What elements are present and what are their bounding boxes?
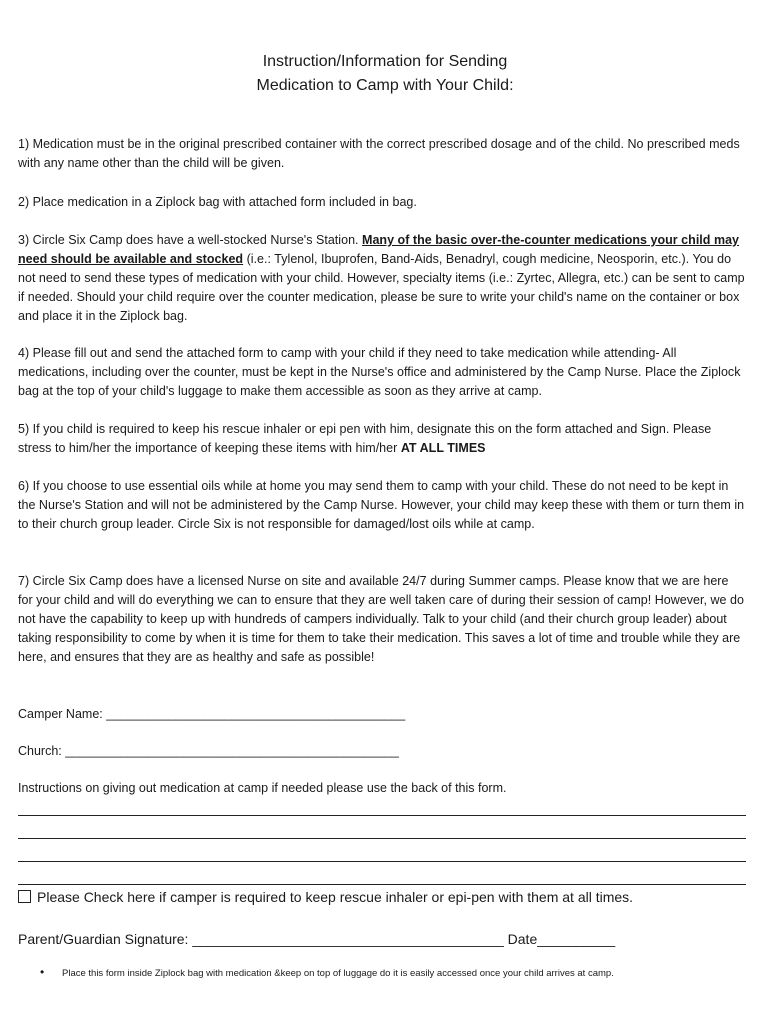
inhaler-checkbox[interactable] xyxy=(18,890,31,903)
instruction-item-1: 1) Medication must be in the original prescribed container with the correct prescribed dosage and of the child. No prescribed meds with any name other than the child will be given. xyxy=(18,137,740,170)
instruction-item-6: 6) If you choose to use essential oils while at home you may send them to camp with your child. These do not need to be kept in the Nurse's Station and will not be administered by the Camp Nurse. However, your child may keep these with them or turn them in to their church group leader. Circle Six is not responsible for damaged/lost oils while at camp. xyxy=(18,479,745,531)
item-3-intro: 3) Circle Six Camp does have a well-stocked Nurse's Station. xyxy=(18,233,363,247)
bullet-note-text: Place this form inside Ziplock bag with medication &keep on top of luggage do it is easily accessed once your child arrives at camp. xyxy=(62,968,614,979)
instructions-line-3[interactable] xyxy=(18,861,746,862)
item-3-detail: (i.e.: Tylenol, Ibuprofen, Band-Aids, Benadryl, cough medicine, Neosporin, etc.). You do not need to send these types of medication with your child. However, specialty items (i.e.: Zyrtec, Allegra, etc.) can be sent to camp if needed. Should your child require over the counter medication, please be sure to write your child's name on the container or box and place it in the Ziplock bag. xyxy=(18,252,745,323)
signature-date-field[interactable]: Parent/Guardian Signature: ________________________________________ Date__________ xyxy=(18,931,616,947)
instructions-line-1[interactable] xyxy=(18,815,746,816)
document-title-line-2: Medication to Camp with Your Child: xyxy=(256,77,514,94)
item-5-emphasis: AT ALL TIMES xyxy=(400,441,486,455)
church-field[interactable]: Church: ________________________________________________ xyxy=(18,744,399,758)
bullet-note xyxy=(40,965,614,981)
instructions-line-4[interactable] xyxy=(18,884,746,885)
instructions-line-2[interactable] xyxy=(18,838,746,839)
instruction-item-7: 7) Circle Six Camp does have a licensed Nurse on site and available 24/7 during Summer camps. Please know that we are here for your child and will do everything we can to ensure that they are well taken care of during their session of camp! However, we do not have the capability to keep up with hundreds of campers individually. Talk to your child (and their church group leader) about taking responsibility to come by when it is time for them to take their medication. This saves a lot of time and trouble while they are here, and ensures that they are as healthy and safe as possible! xyxy=(18,574,744,664)
bullet-icon: • xyxy=(40,965,45,979)
instruction-item-2: 2) Place medication in a Ziplock bag with attached form included in bag. xyxy=(18,195,417,209)
instruction-item-4: 4) Please fill out and send the attached form to camp with your child if they need to take medication while attending- All medications, including over the counter, must be kept in the Nurse's office and administered by the Camp Nurse. Place the Ziplock bag at the top of your child's luggage to make them accessible as soon as they arrive at camp. xyxy=(18,346,741,398)
instruction-item-5 xyxy=(18,420,746,458)
camper-name-field[interactable]: Camper Name: ___________________________________________ xyxy=(18,707,406,721)
document-title-line-1: Instruction/Information for Sending xyxy=(262,53,508,70)
item-5-text: 5) If you child is required to keep his rescue inhaler or epi pen with him, designate this on the form attached and Sign. Please stress to him/her the importance of keeping these items with him/her xyxy=(18,422,712,455)
inhaler-checkbox-row[interactable] xyxy=(18,887,633,907)
instructions-label: Instructions on giving out medication at camp if needed please use the back of this form. xyxy=(18,781,507,795)
inhaler-checkbox-label: Please Check here if camper is required to keep rescue inhaler or epi-pen with them at all times. xyxy=(37,889,634,905)
item-3-emphasis: Many of the basic over-the-counter medications your child may need should be available and stocked xyxy=(18,233,740,266)
instruction-item-3 xyxy=(18,231,746,326)
